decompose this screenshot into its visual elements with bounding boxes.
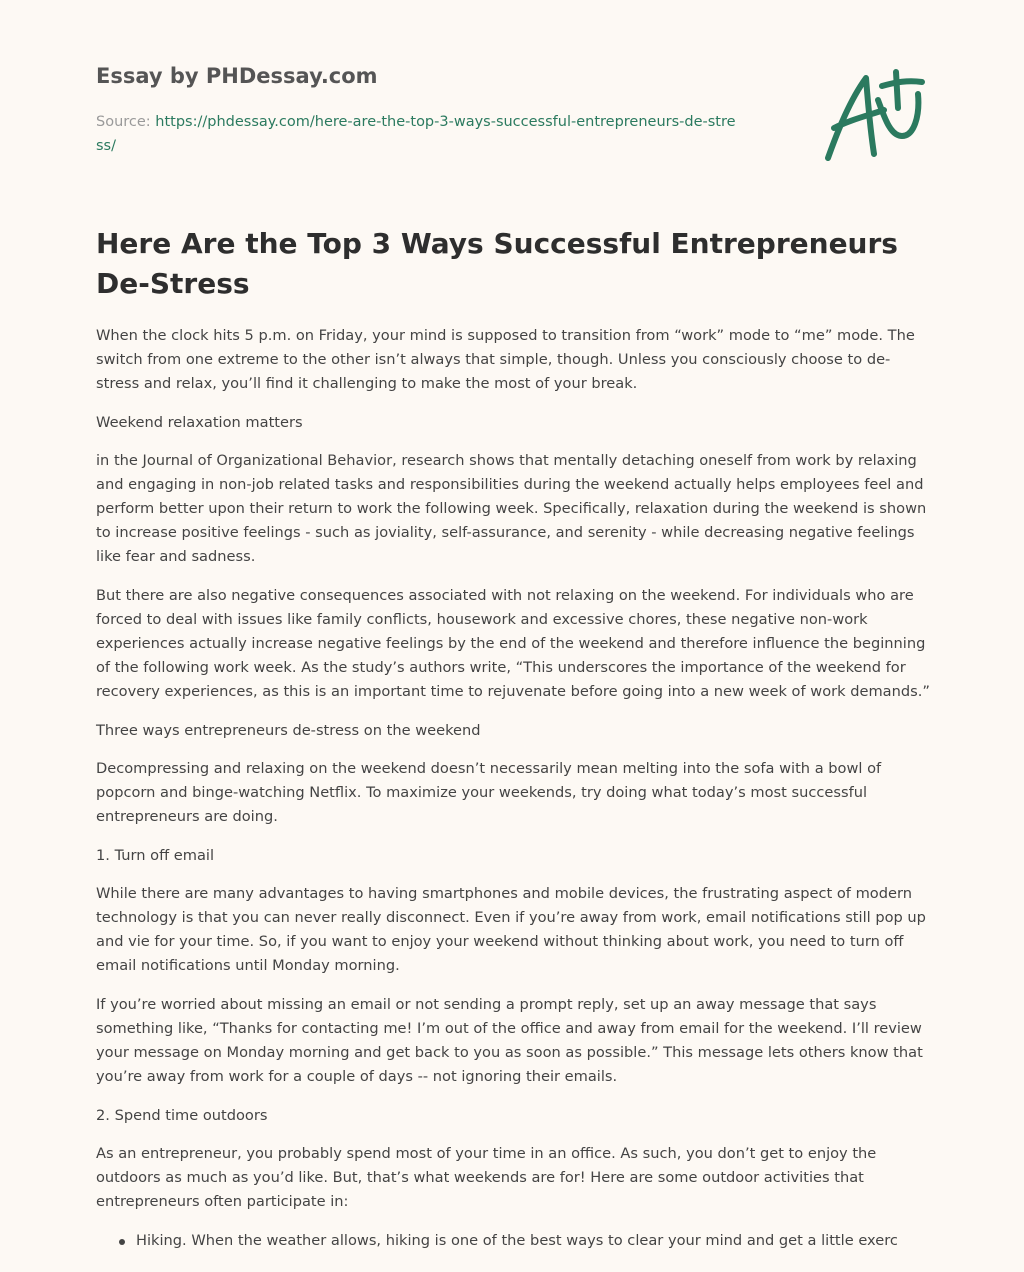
subsection-heading: 1. Turn off email (96, 847, 215, 864)
body-paragraph: While there are many advantages to having smartphones and mobile devices, the frustrating aspect of modern technology is that you can never really disconnect. Even if you’re away from work, email notifications still pop up and vie for your time. So, if you want to enjoy your weekend without thinking about work, you need to turn off email notifications until Monday morning. (96, 885, 926, 974)
list-item-text: Hiking. When the weather allows, hiking is one of the best ways to clear your mind and get a little exerc (136, 1232, 898, 1249)
intro-paragraph: When the clock hits 5 p.m. on Friday, your mind is supposed to transition from “work” mode to “me” mode. The switch from one extreme to the other isn’t always that simple, though. Unless you consciously choose to de-stress and relax, you’ll find it challenging to make the most of your break. (96, 327, 915, 392)
body-paragraph: Decompressing and relaxing on the weekend doesn’t necessarily mean melting into the sofa with a bowl of popcorn and binge-watching Netflix. To maximize your weekends, try doing what today’s most successful entrepreneurs are doing. (96, 760, 882, 825)
site-brand: Essay by PHDessay.com (96, 64, 378, 88)
source-line (96, 110, 736, 158)
section-heading: Three ways entrepreneurs de-stress on the weekend (96, 722, 481, 739)
source-label: Source: (96, 114, 151, 130)
list-item (96, 1229, 932, 1253)
body-paragraph: If you’re worried about missing an email or not sending a prompt reply, set up an away message that says something like, “Thanks for contacting me! I’m out of the office and away from email for the weekend. I’ll review your message on Monday morning and get back to you as soon as possible.” This message lets others know that you’re away from work for a couple of days -- not ignoring their emails. (96, 996, 923, 1085)
a-plus-grade-logo-icon (820, 64, 930, 168)
bullet-icon (119, 1239, 125, 1245)
subsection-heading: 2. Spend time outdoors (96, 1107, 268, 1124)
source-link[interactable]: https://phdessay.com/here-are-the-top-3-ways-successful-entrepreneurs-de-stress/ (96, 114, 736, 154)
body-paragraph: in the Journal of Organizational Behavior, research shows that mentally detaching oneself from work by relaxing and engaging in non-job related tasks and responsibilities during the weekend actually helps employees feel and perform better upon their return to work the following week. Specifically, relaxation during the weekend is shown to increase positive feelings - such as joviality, self-assurance, and serenity - while decreasing negative feelings like fear and sadness. (96, 452, 927, 565)
activity-list (96, 1229, 932, 1253)
article-body (96, 324, 932, 1253)
article-title: Here Are the Top 3 Ways Successful Entrepreneurs De-Stress (96, 227, 898, 300)
section-heading: Weekend relaxation matters (96, 414, 303, 431)
body-paragraph: As an entrepreneur, you probably spend most of your time in an office. As such, you don’t get to enjoy the outdoors as much as you’d like. But, that’s what weekends are for! Here are some outdoor activities that entrepreneurs often participate in: (96, 1145, 877, 1210)
body-paragraph: But there are also negative consequences associated with not relaxing on the weekend. For individuals who are forced to deal with issues like family conflicts, housework and excessive chores, these negative non-work experiences actually increase negative feelings by the end of the weekend and therefore influence the beginning of the following work week. As the study’s authors write, “This underscores the importance of the weekend for recovery experiences, as this is an important time to rejuvenate before going into a new week of work demands.” (96, 587, 930, 700)
